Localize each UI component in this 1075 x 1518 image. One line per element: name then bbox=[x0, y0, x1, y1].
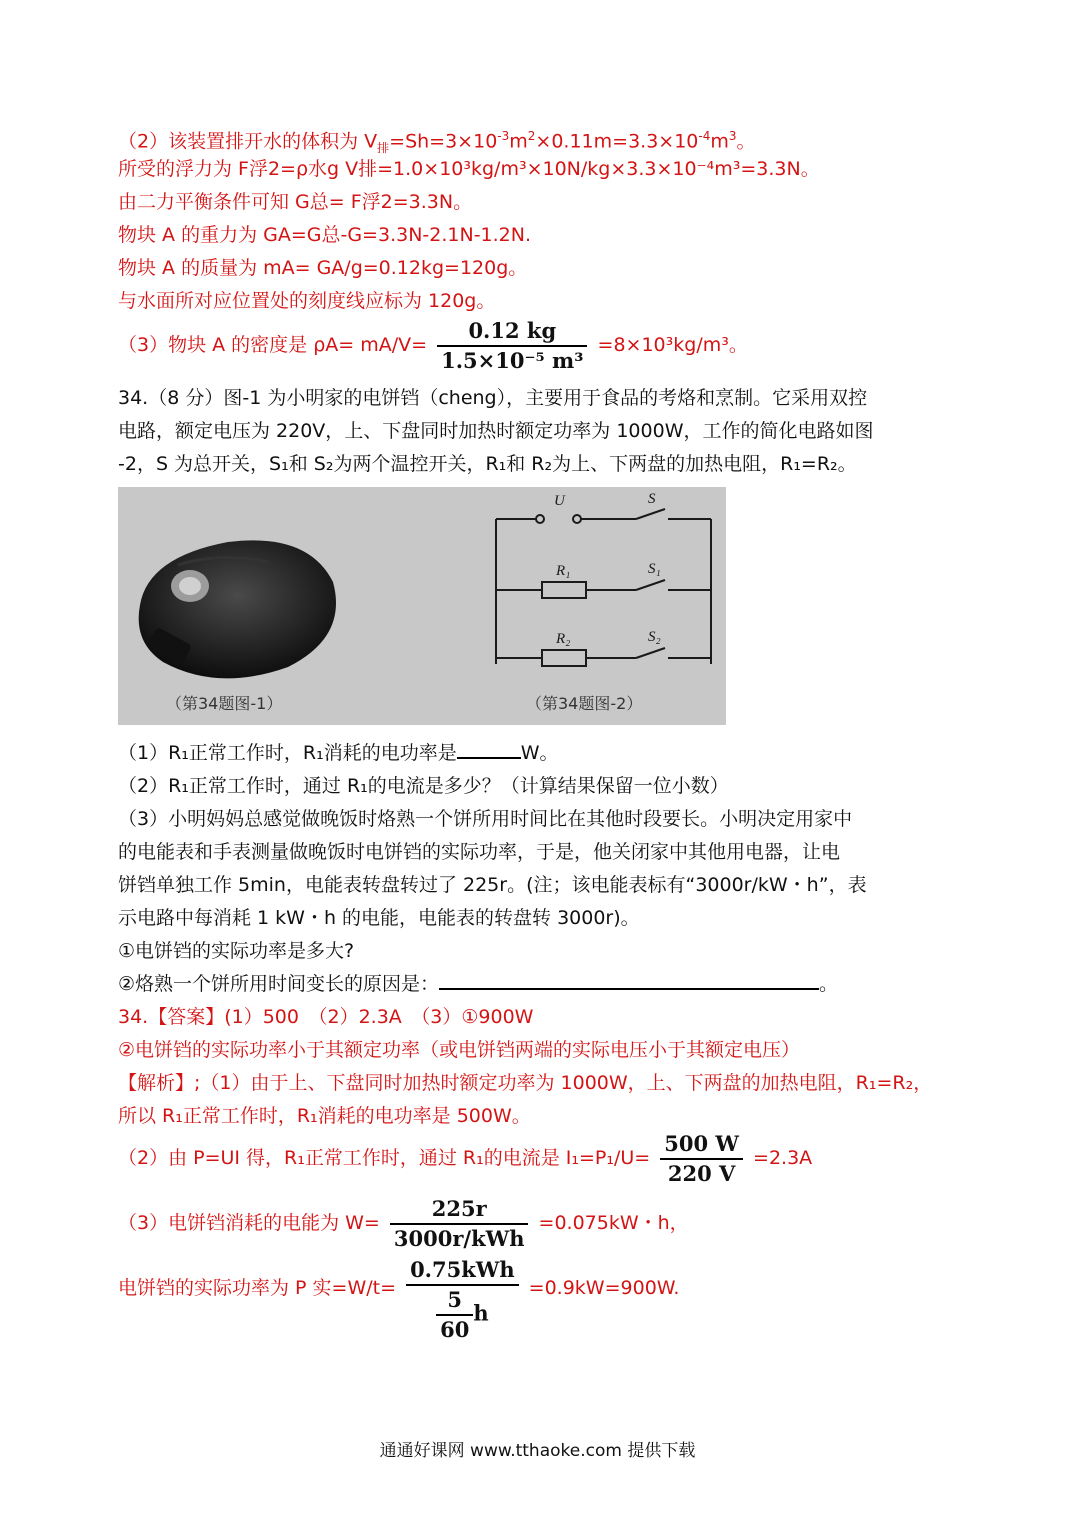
numerator: 0.75kWh bbox=[410, 1257, 515, 1282]
text: （1）R₁正常工作时，R₁消耗的电功率是 bbox=[118, 742, 457, 764]
part2-line5: 物块 A 的质量为 mA= GA/g=0.12kg=120g。 bbox=[118, 257, 528, 279]
label-r2: R₂ bbox=[556, 631, 571, 647]
subq3-line1: （3）小明妈妈总感觉做晚饭时烙熟一个饼所用时间比在其他时段要长。小明决定用家中 bbox=[118, 808, 853, 830]
answer-line1: 34.【答案】(1）500 （2）2.3A （3）①900W bbox=[118, 1006, 534, 1028]
text: W。 bbox=[520, 742, 559, 764]
analysis-line1: 【解析】;（1）由于上、下盘同时加热时额定功率为 1000W，上、下两盘的加热电阻，R₁=R₂， bbox=[118, 1072, 933, 1094]
part2-line3: 由二力平衡条件可知 G总= F浮2=3.3N。 bbox=[118, 191, 473, 213]
label-s: S bbox=[648, 491, 656, 507]
page-footer: 通通好课网 www.tthaoke.com 提供下载 bbox=[379, 1441, 696, 1461]
numerator: 500 W bbox=[664, 1130, 739, 1156]
denominator: 220 V bbox=[660, 1158, 743, 1186]
density-fraction bbox=[437, 319, 587, 373]
part2-line6: 与水面所对应位置处的刻度线应标为 120g。 bbox=[118, 290, 496, 312]
power-fraction bbox=[406, 1258, 519, 1342]
caption-fig1: （第34题图-1） bbox=[166, 694, 283, 713]
numerator: 5 bbox=[447, 1287, 462, 1312]
text: m bbox=[710, 130, 729, 153]
text: =2.3A bbox=[753, 1147, 813, 1169]
text: 。 bbox=[819, 973, 839, 995]
text: ②烙熟一个饼所用时间变长的原因是： bbox=[118, 973, 440, 995]
figure-34 bbox=[118, 487, 726, 725]
answer-blank bbox=[439, 988, 819, 990]
text: 。 bbox=[736, 130, 756, 153]
text: =8×10³kg/m³。 bbox=[597, 334, 748, 356]
denominator: 3000r/kWh bbox=[390, 1223, 529, 1251]
current-fraction bbox=[660, 1132, 743, 1186]
text: （2）由 P=UI 得，R₁正常工作时，通过 R₁的电流是 I₁=P₁/U= bbox=[118, 1147, 651, 1169]
text: ×0.11m=3.3×10 bbox=[535, 130, 699, 153]
denominator: 60 bbox=[436, 1314, 473, 1342]
subq3-q1: ①电饼铛的实际功率是多大? bbox=[118, 940, 355, 962]
subq3-line3: 饼铛单独工作 5min，电能表转盘转过了 225r。(注；该电能表标有“3000r/kW・h”，表 bbox=[118, 874, 867, 896]
text: （2）该装置排开水的体积为 V bbox=[118, 130, 378, 153]
label-r1: R₁ bbox=[556, 563, 571, 579]
part2-line4: 物块 A 的重力为 GA=G总-G=3.3N-2.1N-1.2N. bbox=[118, 224, 532, 246]
q34-line3: -2，S 为总开关，S₁和 S₂为两个温控开关，R₁和 R₂为上、下两盘的加热电阻，R₁=R₂。 bbox=[118, 453, 857, 475]
denominator bbox=[406, 1284, 519, 1342]
sup: -4 bbox=[698, 129, 711, 143]
answer-line2: ②电饼铛的实际功率小于其额定功率（或电饼铛两端的实际电压小于其额定电压） bbox=[118, 1039, 801, 1061]
text: =0.075kW・h， bbox=[538, 1212, 689, 1234]
part2-line2: 所受的浮力为 F浮2=ρ水g V排=1.0×10³kg/m³×10N/kg×3.3×10⁻⁴m³=3.3N。 bbox=[118, 158, 820, 180]
text: 电饼铛的实际功率为 P 实=W/t= bbox=[118, 1277, 397, 1299]
sup: 3 bbox=[728, 129, 737, 143]
text: =0.9kW=900W. bbox=[528, 1277, 680, 1299]
label-s1: S₁ bbox=[648, 561, 661, 577]
subq3-q2 bbox=[118, 971, 838, 997]
text: （3）物块 A 的密度是 ρA= mA/V= bbox=[118, 334, 428, 356]
subq1 bbox=[118, 740, 559, 766]
label-s2: S₂ bbox=[648, 629, 661, 645]
pan-photo bbox=[139, 540, 336, 678]
caption-fig2: （第34题图-2） bbox=[526, 694, 643, 713]
figure-svg bbox=[118, 487, 726, 725]
part3-line bbox=[118, 315, 748, 375]
analysis-line5 bbox=[118, 1258, 679, 1342]
text: =Sh=3×10 bbox=[389, 130, 498, 153]
subq3-line4: 示电路中每消耗 1 kW・h 的电能，电能表的转盘转 3000r)。 bbox=[118, 907, 640, 929]
analysis-line3 bbox=[118, 1128, 812, 1188]
numerator: 225r bbox=[431, 1195, 487, 1221]
label-u: U bbox=[554, 493, 565, 509]
circuit-diagram bbox=[496, 509, 711, 666]
unit: h bbox=[473, 1300, 489, 1326]
sub: 排 bbox=[377, 141, 390, 156]
time-fraction bbox=[436, 1288, 473, 1342]
text: m bbox=[509, 130, 528, 153]
answer-blank bbox=[457, 757, 521, 759]
subq2: （2）R₁正常工作时，通过 R₁的电流是多少？（计算结果保留一位小数） bbox=[118, 775, 729, 797]
numerator: 0.12 kg bbox=[468, 317, 557, 343]
text: （3）电饼铛消耗的电能为 W= bbox=[118, 1212, 380, 1234]
analysis-line2: 所以 R₁正常工作时，R₁消耗的电功率是 500W。 bbox=[118, 1105, 531, 1127]
q34-line2: 电路，额定电压为 220V，上、下盘同时加热时额定功率为 1000W，工作的简化电路如图 bbox=[118, 420, 874, 442]
energy-fraction bbox=[390, 1197, 529, 1251]
sup: 2 bbox=[527, 129, 536, 143]
q34-line1: 34.（8 分）图-1 为小明家的电饼铛（cheng），主要用于食品的考烙和烹制。它采用双控 bbox=[118, 387, 868, 409]
analysis-line4 bbox=[118, 1193, 689, 1253]
denominator: 1.5×10⁻⁵ m³ bbox=[437, 345, 587, 373]
subq3-line2: 的电能表和手表测量做晚饭时电饼铛的实际功率，于是，他关闭家中其他用电器，让电 bbox=[118, 841, 841, 863]
sup: -3 bbox=[497, 129, 510, 143]
